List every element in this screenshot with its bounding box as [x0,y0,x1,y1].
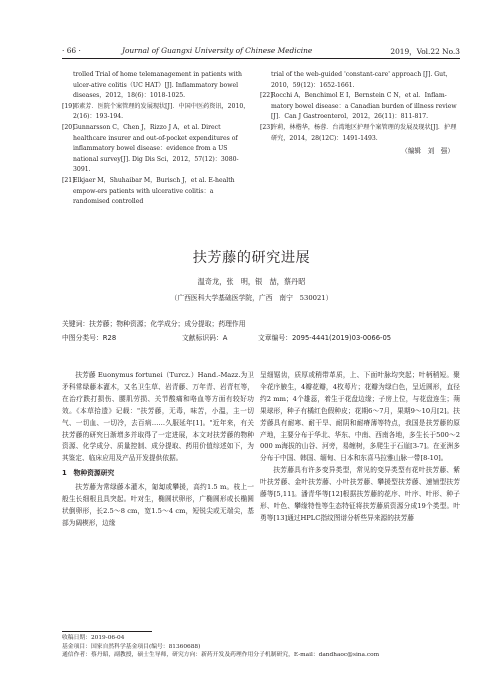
document-code: 文献标识码：A [182,334,228,342]
reference-item [62,176,252,208]
reference-text: 许莉，林楷华，杨蓉．台湾地区护理个案管理的发展及现状[J]．护理研究，2014，28(12C)：1491-1493. [271,123,457,142]
references-left-column [62,70,252,208]
reference-item [62,102,252,123]
body-paragraph: 扶芳藤具有许多变异类型，常见的变异类型有花叶扶芳藤、紫叶扶芳藤、金叶扶芳藤、小叶扶芳藤、攀援型扶芳藤、速铺型扶芳藤等[5,11]。潘青华等[12]根据扶芳藤的花序、叶序、叶形、种子形、叶色、攀缘特性等生态特征将扶芳藤质资源分成19个类型。叶勇等[13]通过HPLC指纹图谱分析些异来源的扶芳藤 [260,466,460,522]
header-rule [62,58,460,59]
corresponding-author: 通信作者：蔡丹昭，副教授，硕士生导师，研究方向：新药开发及药理作用分子机制研究，E-mail：dandhaoc@sina.com [62,652,380,659]
keywords: 关键词：扶芳藤；物种资源；化学成分；成分提取；药理作用 [62,320,246,328]
journal-name: Journal of Guangxi University of Chinese Medicine [122,46,313,55]
article-authors: 温奇龙，张 明，银 喆，蔡丹昭 [197,277,306,286]
reference-number: [22] [260,92,273,100]
reference-item [260,91,460,123]
article-number: 文章编号：2095-4441(2019)03-0066-05 [258,334,392,342]
fund-info: 基金项目：国家自然科学基金项目(编号：81360688) [62,643,201,650]
article-affiliation: （广西医科大学基础医学院，广西 南宁 530021） [170,294,333,302]
reference-text: Rocchi A，Benchimol E I，Bernstein C N，et al．Inflam-matory bowel disease：a Canadian burden of illness review [J]．Can J Gastroenterol，2012，26(11)：811-817. [271,92,457,121]
reference-item [62,70,252,102]
article-title: 扶芳藤的研究进展 [192,250,311,266]
section-heading: 1 物种资源研究 [62,469,115,478]
reference-number: [20] [62,123,75,131]
footnote [62,634,460,660]
clc-number: 中图分类号：R28 [62,334,117,342]
footnote-rule [62,631,152,632]
body-paragraph: 扶芳藤 Euonymus fortunei（Turcz.）Hand.-Mazz.为卫矛科常绿藤本灌木，又名卫生草、岩青藤、万年青、岩青杠等，在治疗跌打损伤、腰肌劳损、关节酸痛和咯血等方面有较好功效。《本草拾遗》记载："扶芳藤，无毒，味苦，小温，主一切气、一切血、一切冷，去百病……久服延年[1]。"近年来，有关扶芳藤的研究日渐增多并取得了一定进展，本文对扶芳藤的物种资源、化学成分、质量控制、成分提取、药用价值综述如下，为其鉴定、临床应用及产品开发提供依据。 [62,371,254,463]
reference-item [260,123,460,144]
reference-text: Gunnarsson C，Chen J，Rizzo J A，et al. Direct healthcare insurer and out-of-pocket expenditures of inflammatory bowel disease：evidence from a US national survey[J]. Dig Dis Sci，2012，57(12)：3080-3091. [73,123,239,174]
reference-text: Elkjaer M，Shuhaibar M，Burisch J，et al. E-health empow-ers patients with ulcerative colitis：a randomised controlled [73,176,235,206]
reference-text: trolled Trial of home telemanagement in patients with ulcer-ative colitis（UC HAT）[J]. Inflammatory bowel diseases，2012，18(6)：1018-1025. [73,71,242,100]
reference-number: [23] [260,123,273,131]
references-right-column [260,70,460,157]
reference-text: trial of the web-guided 'constant-care' approach [J]. Gut，2010，59(12)：1652-1661. [271,71,452,89]
issue-info: 2019，Vol.22 No.3 [390,47,460,56]
reference-text: 邓素芳．医院个案管理的发展现状[J]．中国中医药资讯，2010，2(16)：193-194. [73,102,250,121]
page-number: · 66 · [62,46,81,55]
editor-note: （编辑 刘 强） [401,147,454,156]
received-date: 收稿日期：2019-06-04 [62,635,125,641]
body-paragraph: 呈细锯齿，质厚或稍带革质，上、下面叶脉均突起；叶柄稍短。聚伞花序腋生，4瓣花瓣，4枚萼片；花瓣为绿白色，呈近圆形，直径约2 mm；4个雄蕊，着生于花盘边缘；子房上位，与花盘连生；蒴果球形，种子有橘红色假种皮；花期6～7月，果期9～10月[2]。扶芳藤具有耐寒、耐干旱、耐阴和耐瘠薄等特点，我国是扶芳藤的原产地，主要分布于华北、华东、中南、西南各地，多生长于500～2 000 m海拔的山谷、河旁，易缠树，多爬生于石崖[3-7]。在亚洲多分布于中国、韩国、缅甸、日本和东喜马拉雅山脉一带[8-10]。 [260,371,460,463]
body-paragraph: 扶芳藤为常绿藤本灌木，匍匐或攀援，高约1.5 m。枝上一般生长细根且具突起。叶对生，椭圆状卵形，广椭圆形或长椭圆状倒卵形，长2.5～8 cm，宽1.5～4 cm，短锐尖或无端尖，基部为阔楔形，边缘 [62,483,254,527]
reference-item [62,123,252,176]
reference-number: [21] [62,176,75,184]
body-right-column [260,370,460,525]
body-left-column [62,370,254,530]
reference-number: [19] [62,102,75,110]
reference-item [260,70,460,91]
